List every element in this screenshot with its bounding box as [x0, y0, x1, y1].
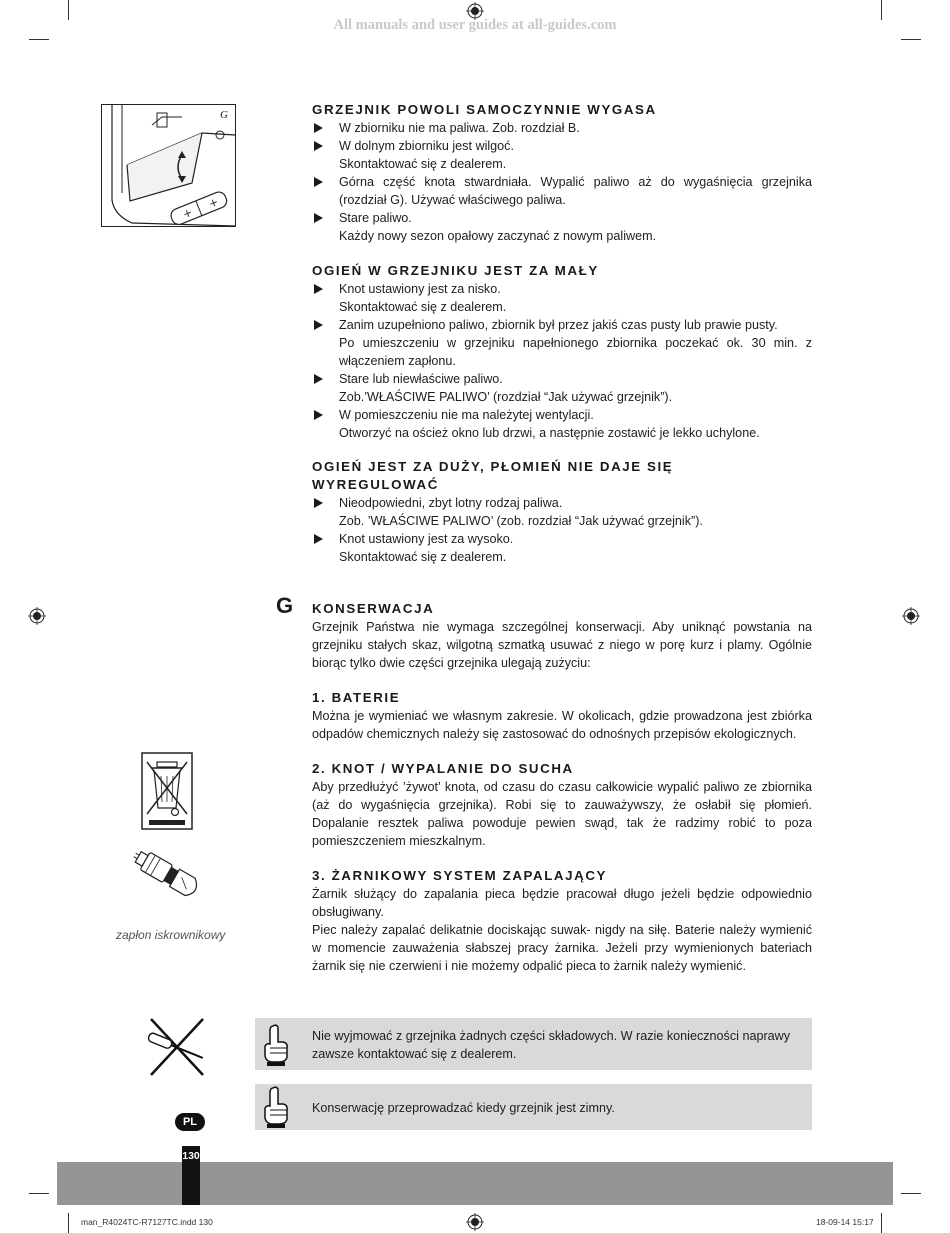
- illustration-label: G: [220, 109, 228, 121]
- crossed-out-bin-icon: [141, 752, 193, 830]
- list-item: W zbiorniku nie ma paliwa. Zob. rozdział B.: [312, 119, 812, 137]
- list-item: Knot ustawiony jest za wysoko. Skontaktować się z dealerem.: [312, 530, 812, 566]
- crop-mark: [68, 1213, 69, 1233]
- list-item: W pomieszczeniu nie ma należytej wentylacji. Otworzyć na oścież okno lub drzwi, a następnie zostawić je lekko uchylone.: [312, 406, 812, 442]
- crop-mark: [29, 1193, 49, 1194]
- subsection-title: 3. ŻARNIKOWY SYSTEM ZAPALAJĄCY: [312, 868, 607, 883]
- igniter-caption: zapłon iskrownikowy: [116, 928, 226, 942]
- warning-note: [255, 1084, 812, 1130]
- section-title: OGIEŃ W GRZEJNIKU JEST ZA MAŁY: [312, 263, 599, 278]
- pointing-hand-icon: [259, 1024, 293, 1066]
- list-item: Nieodpowiedni, zbyt lotny rodzaj paliwa. Zob. ’WŁAŚCIWE PALIWO’ (zob. rozdział “Jak używać grzejnik”).: [312, 494, 812, 530]
- paragraph: Żarnik służący do zapalania pieca będzie pracował długo jeżeli będzie odpowiednio obsługiwany.: [312, 887, 812, 919]
- crop-mark: [29, 39, 49, 40]
- list-item: Knot ustawiony jest za nisko. Skontaktować się z dealerem.: [312, 280, 812, 316]
- list-item: Górna część knota stwardniała. Wypalić paliwo aż do wygaśnięcia grzejnika (rozdział G). Używać właściwego paliwa.: [312, 173, 812, 209]
- note-text: Nie wyjmować z grzejnika żadnych części składowych. W razie konieczności naprawy zawsze kontaktować się z dealerem.: [312, 1029, 791, 1061]
- registration-mark-icon: [466, 1213, 484, 1231]
- paragraph: Piec należy zapalać delikatnie dociskając suwak- nigdy na siłę. Baterie należy wymienić w momencie zauważenia słabszej pracy żarnika. Jeżeli przy wymienionych bateriach żarnik się nie czerwieni i nie możemy odpalić pieca to żarnik należy wymienić.: [312, 923, 812, 973]
- footer-file-info: man_R4024TC-R7127TC.indd 130: [81, 1217, 213, 1227]
- language-badge: PL: [175, 1113, 205, 1131]
- section-flame-too-large: [312, 458, 812, 566]
- registration-mark-icon: [902, 607, 920, 625]
- no-screwdriver-icon: [143, 1015, 211, 1079]
- section-title-line: WYREGULOWAĆ: [312, 477, 439, 492]
- registration-mark-icon: [28, 607, 46, 625]
- chapter-letter: G: [276, 593, 294, 618]
- crop-mark: [901, 39, 921, 40]
- igniter-bulb-icon: [124, 846, 210, 908]
- crop-mark: [901, 1193, 921, 1194]
- warning-note: [255, 1018, 812, 1070]
- crop-mark: [881, 1213, 882, 1233]
- watermark: All manuals and user guides at all-guides.com: [333, 17, 617, 33]
- paragraph: Można je wymieniać we własnym zakresie. W okolicach, gdzie prowadzona jest zbiórka odpadów chemicznych należy się zastosować do odnośnych przepisów ekologicznych.: [312, 709, 812, 741]
- section-title: GRZEJNIK POWOLI SAMOCZYNNIE WYGASA: [312, 102, 657, 117]
- subsection-title: 2. KNOT / WYPALANIE DO SUCHA: [312, 761, 574, 776]
- battery-compartment-illustration: [101, 104, 236, 227]
- section-flame-too-small: [312, 262, 812, 442]
- paragraph: Grzejnik Państwa nie wymaga szczególnej konserwacji. Aby uniknąć powstania na grzejniku stałych skaz, wilgotną szmatką usuwać z niego w porę kurz i plamy. Ogólnie biorąc tylko dwie części grzejnika ulegają zużyciu:: [312, 620, 812, 670]
- list-item: W dolnym zbiorniku jest wilgoć. Skontaktować się z dealerem.: [312, 137, 812, 173]
- svg-text:+: +: [180, 205, 195, 222]
- list-item: Zanim uzupełniono paliwo, zbiornik był przez jakiś czas pusty lub prawie pusty. Po umieszczeniu w grzejniku napełnionego zbiornika poczekać ok. 30 min. z włączeniem zapłonu.: [312, 316, 812, 370]
- pointing-hand-icon: [259, 1086, 293, 1128]
- list-item: Stare paliwo. Każdy nowy sezon opałowy zaczynać z nowym paliwem.: [312, 209, 812, 245]
- list-item: Stare lub niewłaściwe paliwo. Zob.’WŁAŚCIWE PALIWO’ (rozdział “Jak używać grzejnik”).: [312, 370, 812, 406]
- section-maintenance: [312, 600, 812, 975]
- subsection-title: 1. BATERIE: [312, 690, 401, 705]
- paragraph: Aby przedłużyć ’żywot’ knota, od czasu do czasu całkowicie wypalić paliwo ze zbiornika (aż do wygaśnięcia grzejnika). Robi się to zauważywszy, że osłabił się płomień. Dopalanie resztek paliwa powoduje pewien swąd, tak że radzimy robić to poza pomieszczeniem mieszkalnym.: [312, 780, 812, 848]
- svg-text:+: +: [206, 195, 221, 211]
- section-title: KONSERWACJA: [312, 601, 435, 616]
- section-slowly-extinguishes: [312, 101, 812, 245]
- page-number: 130: [182, 1150, 200, 1162]
- note-text: Konserwację przeprowadzać kiedy grzejnik jest zimny.: [312, 1101, 615, 1115]
- footer-timestamp: 18-09-14 15:17: [816, 1217, 874, 1227]
- section-title-line: OGIEŃ JEST ZA DUŻY, PŁOMIEŃ NIE DAJE SIĘ: [312, 459, 674, 474]
